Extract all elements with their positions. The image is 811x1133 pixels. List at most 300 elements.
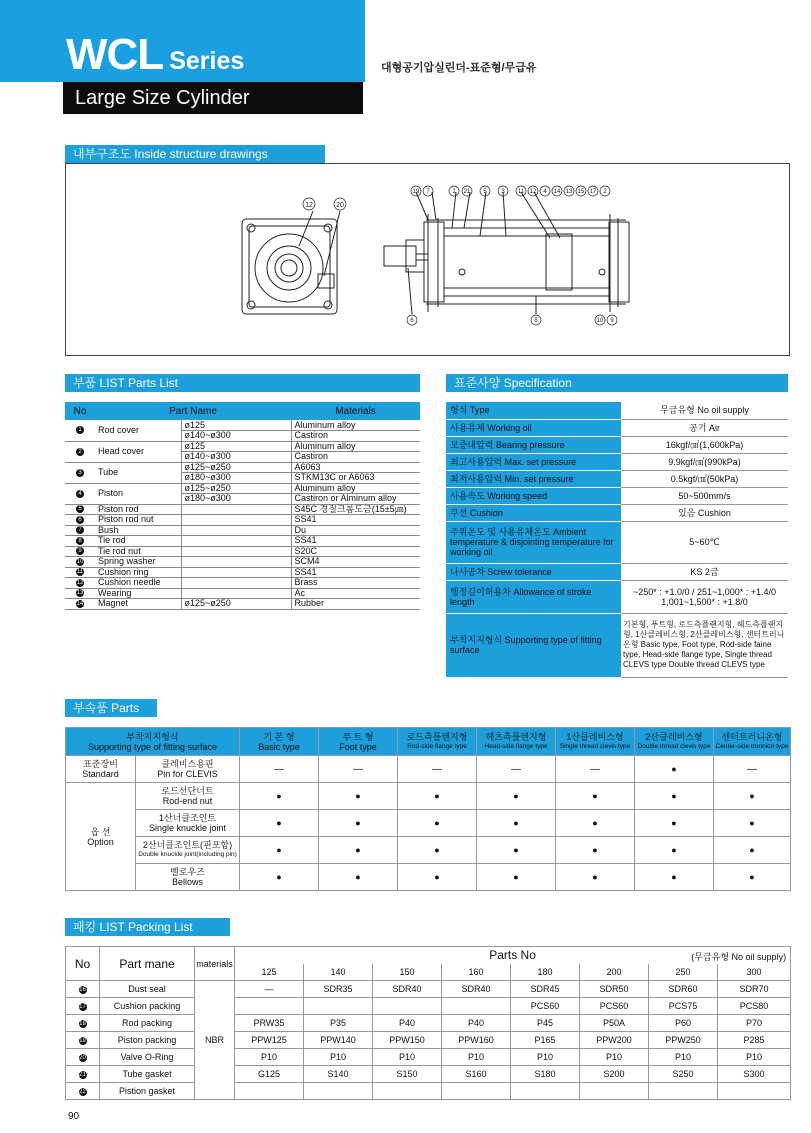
spec-row — [446, 487, 788, 504]
included-dot: ● — [592, 872, 598, 882]
included-dot: ● — [276, 818, 282, 828]
packing-value: P10 — [373, 1049, 442, 1066]
included-dot: ● — [434, 845, 440, 855]
included-dot: ● — [355, 791, 361, 801]
packing-value — [304, 998, 373, 1015]
packing-size-header: 160 — [442, 964, 511, 981]
option-label-en: Option — [87, 836, 114, 847]
parts-list-material: SS41 — [291, 515, 420, 526]
parts-col-header — [635, 728, 714, 756]
standard-label — [66, 756, 136, 783]
parts-mark-cell — [240, 837, 319, 864]
svg-text:12: 12 — [529, 189, 537, 195]
parts-item-en: Bellows — [172, 877, 204, 887]
packing-value: P10 — [304, 1049, 373, 1066]
svg-text:17: 17 — [589, 189, 597, 195]
parts-list-name: Tube — [95, 462, 181, 483]
svg-text:13: 13 — [565, 189, 573, 195]
packing-header-partsno — [235, 947, 791, 964]
parts-mark-cell — [319, 864, 398, 891]
packing-table-wrap — [65, 946, 790, 1100]
packing-part-name: Tube gasket — [100, 1066, 195, 1083]
parts-list-row — [65, 525, 420, 536]
parts-list-row — [65, 420, 420, 431]
parts-item-ko: 클레비스용핀 — [161, 759, 214, 769]
packing-value: SDR70 — [718, 981, 791, 998]
packing-row — [66, 1083, 791, 1100]
section-packing-list: 패킹 LIST Packing List — [65, 918, 230, 936]
included-dot: ● — [749, 791, 755, 801]
section-inside-structure: 내부구조도 Inside structure drawings — [65, 145, 325, 163]
packing-value: SDR40 — [442, 981, 511, 998]
parts-list-size: ø125 — [181, 420, 291, 431]
packing-value: S250 — [649, 1066, 718, 1083]
spec-row — [446, 419, 788, 436]
svg-text:21: 21 — [463, 189, 471, 195]
included-dot: ● — [749, 845, 755, 855]
included-dot: ● — [592, 791, 598, 801]
packing-no — [66, 981, 100, 998]
packing-part-name: Pistion gasket — [100, 1083, 195, 1100]
item-number-bullet: 17 — [79, 1003, 86, 1010]
packing-value: P60 — [649, 1015, 718, 1032]
parts-row — [66, 756, 791, 783]
svg-text:5: 5 — [483, 189, 487, 195]
parts-list-row — [65, 567, 420, 578]
svg-text:6: 6 — [410, 318, 414, 324]
item-number-bullet: 9 — [76, 547, 84, 555]
parts-list-size — [181, 567, 291, 578]
parts-list-size — [181, 546, 291, 557]
packing-value: PCS80 — [718, 998, 791, 1015]
included-dot: ● — [434, 818, 440, 828]
parts-col-header — [714, 728, 791, 756]
parts-list-name: Head cover — [95, 441, 181, 462]
spec-key: 행정길이허용차 Allowance of stroke length — [446, 580, 621, 613]
item-number-bullet: 1 — [76, 426, 84, 434]
packing-header-part: Part mane — [100, 947, 195, 981]
packing-value: S200 — [580, 1066, 649, 1083]
parts-col-ko: 헤츠측플렌지형 — [485, 731, 547, 742]
option-label-ko: 옵 션 — [90, 826, 111, 837]
parts-list-name: Piston — [95, 483, 181, 504]
parts-list-no — [65, 483, 95, 504]
parts-col-ko: 1산클레비스형 — [566, 731, 624, 742]
parts-list-table — [65, 402, 420, 610]
included-dot: ● — [355, 818, 361, 828]
item-number-bullet: 7 — [76, 526, 84, 534]
packing-value: PCS60 — [511, 998, 580, 1015]
included-dot: ● — [749, 818, 755, 828]
parts-mark-cell — [556, 810, 635, 837]
packing-size-header: 200 — [580, 964, 649, 981]
packing-part-name: Dust seal — [100, 981, 195, 998]
packing-no — [66, 1066, 100, 1083]
included-dot: ● — [592, 845, 598, 855]
parts-row — [66, 810, 791, 837]
parts-mark-cell — [714, 837, 791, 864]
parts-item-en: Double knuckle joint(including pin) — [138, 851, 237, 858]
spec-row — [446, 470, 788, 487]
packing-value: PCS75 — [649, 998, 718, 1015]
parts-list-material: Aluminum alloy — [291, 483, 420, 494]
item-number-bullet: 4 — [76, 490, 84, 498]
parts-col-header — [556, 728, 635, 756]
parts-mark-cell — [556, 756, 635, 783]
packing-size-header: 250 — [649, 964, 718, 981]
not-included-dash: — — [590, 763, 601, 775]
spec-row — [446, 580, 788, 613]
packing-value — [235, 1083, 304, 1100]
svg-text:20: 20 — [336, 202, 344, 209]
parts-item-ko: 벨로우즈 — [170, 867, 205, 877]
spec-table — [446, 402, 788, 678]
parts-list-name: Wearing — [95, 588, 181, 599]
packing-value: P40 — [373, 1015, 442, 1032]
parts-mark-cell — [477, 864, 556, 891]
parts-col-header — [319, 728, 398, 756]
spec-row — [446, 402, 788, 419]
parts-list-size: ø140~ø300 — [181, 431, 291, 442]
item-number-bullet: 14 — [76, 600, 84, 607]
parts-mark-cell — [398, 837, 477, 864]
packing-value: PPW150 — [373, 1032, 442, 1049]
packing-material: NBR — [195, 981, 235, 1100]
parts-list-row — [65, 462, 420, 473]
parts-list-name: Cushion needle — [95, 578, 181, 589]
cylinder-drawing — [66, 164, 789, 355]
parts-list-row — [65, 483, 420, 494]
packing-value: P10 — [649, 1049, 718, 1066]
parts-col-header-main — [66, 728, 240, 756]
packing-value: PPW160 — [442, 1032, 511, 1049]
parts-col-en: Double thread clevis type — [637, 742, 711, 750]
spec-table-wrap — [446, 402, 788, 678]
item-number-bullet: 20 — [79, 1054, 86, 1061]
parts-list-size — [181, 515, 291, 526]
packing-header-materials: materials — [195, 947, 235, 981]
spec-key: 최저사용압력 Min. set pressure — [446, 470, 621, 487]
parts-mark-cell — [714, 864, 791, 891]
parts-item-ko: 2산너클조인트(핀포함) — [142, 840, 233, 850]
packing-row — [66, 998, 791, 1015]
parts-list-material: A6063 — [291, 462, 420, 473]
parts-list-material: Castiron — [291, 452, 420, 463]
parts-list-size: ø140~ø300 — [181, 452, 291, 463]
not-included-dash: — — [274, 763, 285, 775]
packing-value: SDR35 — [304, 981, 373, 998]
page-number: 90 — [68, 1111, 80, 1122]
packing-size-header: 150 — [373, 964, 442, 981]
spec-key: 사용속도 Working speed — [446, 487, 621, 504]
item-number-bullet: 12 — [76, 579, 84, 586]
parts-no-label: Parts No — [489, 948, 536, 963]
parts-mark-cell — [635, 810, 714, 837]
packing-value — [442, 998, 511, 1015]
parts-table — [65, 727, 791, 891]
no-oil-supply-label: (무급유형 No oil supply) — [691, 951, 787, 962]
packing-value: SDR60 — [649, 981, 718, 998]
packing-value: PPW140 — [304, 1032, 373, 1049]
parts-mark-cell — [240, 810, 319, 837]
parts-mark-cell — [319, 810, 398, 837]
item-number-bullet: 18 — [79, 1020, 86, 1027]
item-number-bullet: 10 — [76, 558, 84, 565]
included-dot: ● — [592, 818, 598, 828]
parts-body — [66, 756, 791, 891]
not-included-dash: — — [353, 763, 364, 775]
packing-value: — — [235, 981, 304, 998]
parts-col-en: Foot type — [339, 741, 377, 752]
packing-value: PPW200 — [580, 1032, 649, 1049]
parts-list-name: Magnet — [95, 599, 181, 610]
included-dot: ● — [513, 791, 519, 801]
parts-list-no — [65, 515, 95, 526]
spec-key: 나사공차 Screw tolerance — [446, 563, 621, 580]
parts-col-ko: 푸 트 형 — [342, 731, 374, 742]
included-dot: ● — [671, 818, 677, 828]
included-dot: ● — [671, 845, 677, 855]
spec-key: 형식 Type — [446, 402, 621, 419]
series-title: WCL Series — [66, 30, 245, 79]
subtitle: Large Size Cylinder — [75, 87, 250, 109]
parts-mark-cell — [714, 783, 791, 810]
parts-mark-cell — [714, 810, 791, 837]
parts-mark-cell — [319, 837, 398, 864]
svg-text:8: 8 — [534, 318, 538, 324]
packing-value: P165 — [511, 1032, 580, 1049]
item-number-bullet: 13 — [76, 590, 84, 597]
parts-mark-cell — [556, 837, 635, 864]
parts-list-no — [65, 578, 95, 589]
packing-header-row-1 — [66, 947, 791, 964]
parts-mark-cell — [319, 756, 398, 783]
parts-list-name: Tie rod nut — [95, 546, 181, 557]
parts-list-material: Castiron or Alminum alloy — [291, 494, 420, 505]
parts-row — [66, 783, 791, 810]
parts-list-no — [65, 588, 95, 599]
included-dot: ● — [749, 872, 755, 882]
packing-value: S160 — [442, 1066, 511, 1083]
spec-value: 50~500mm/s — [621, 487, 788, 504]
item-number-bullet: 11 — [76, 569, 84, 576]
not-included-dash: — — [432, 763, 443, 775]
parts-mark-cell — [477, 810, 556, 837]
parts-col-header — [240, 728, 319, 756]
parts-list-no — [65, 420, 95, 441]
included-dot: ● — [434, 791, 440, 801]
svg-text:7: 7 — [426, 189, 430, 195]
standard-label-ko: 표준장비 — [83, 759, 118, 769]
item-number-bullet: 19 — [79, 1037, 86, 1044]
parts-list-material: S20C — [291, 546, 420, 557]
packing-row — [66, 1032, 791, 1049]
parts-col-en: Single thread clevis type — [559, 742, 631, 750]
parts-header-row — [66, 728, 791, 756]
item-number-bullet: 16 — [79, 986, 86, 993]
packing-value — [649, 1083, 718, 1100]
parts-list-material: Brass — [291, 578, 420, 589]
parts-item — [136, 864, 240, 891]
parts-mark-cell — [240, 783, 319, 810]
parts-list-no — [65, 599, 95, 610]
packing-value: P40 — [442, 1015, 511, 1032]
parts-item-ko: 1산너클조인트 — [158, 813, 217, 823]
packing-no — [66, 1015, 100, 1032]
parts-list-row — [65, 515, 420, 526]
parts-list-size: ø125~ø250 — [181, 599, 291, 610]
included-dot: ● — [671, 764, 677, 774]
svg-text:1: 1 — [452, 189, 456, 195]
included-dot: ● — [671, 872, 677, 882]
end-view-drawing — [242, 211, 340, 314]
parts-list-no — [65, 546, 95, 557]
parts-col-ko: 로드측플렌지형 — [406, 731, 468, 742]
packing-value: PPW125 — [235, 1032, 304, 1049]
parts-col-en: Center-side trunnion type — [715, 742, 789, 750]
spec-value: 9.9kgf/㎠(990kPa) — [621, 453, 788, 470]
pl-header-name: Part Name — [95, 402, 291, 420]
packing-value: S140 — [304, 1066, 373, 1083]
packing-part-name: Rod packing — [100, 1015, 195, 1032]
parts-list-size — [181, 557, 291, 568]
parts-col-header-ko: 부착지지형식 — [126, 731, 179, 742]
parts-item — [136, 810, 240, 837]
packing-value: G125 — [235, 1066, 304, 1083]
parts-list-row — [65, 504, 420, 515]
spec-value: 무급유형 No oil supply — [621, 402, 788, 419]
spec-value: 있음 Cushion — [621, 504, 788, 521]
packing-value: PRW35 — [235, 1015, 304, 1032]
section-parts-list: 부품 LIST Parts List — [65, 374, 420, 392]
item-number-bullet: 22 — [79, 1088, 86, 1095]
parts-list-material: SCM4 — [291, 557, 420, 568]
packing-value: P10 — [235, 1049, 304, 1066]
parts-list-row — [65, 557, 420, 568]
packing-no — [66, 1083, 100, 1100]
packing-part-name: Cushion packing — [100, 998, 195, 1015]
parts-mark-cell — [240, 864, 319, 891]
included-dot: ● — [513, 818, 519, 828]
parts-mark-cell — [635, 783, 714, 810]
svg-text:4: 4 — [543, 189, 547, 195]
packing-value — [442, 1083, 511, 1100]
included-dot: ● — [276, 791, 282, 801]
item-number-bullet: 8 — [76, 537, 84, 545]
packing-header-no: No — [66, 947, 100, 981]
svg-text:10: 10 — [596, 318, 604, 324]
packing-row — [66, 1049, 791, 1066]
spec-value: ~250* : +1.0/0 / 251~1,000* : +1.4/0 1,001~1,500* : +1.8/0 — [621, 580, 788, 613]
packing-size-header: 125 — [235, 964, 304, 981]
parts-list-no — [65, 462, 95, 483]
parts-list-material: S45C 경질크롬도금(15±5㎛) — [291, 504, 420, 515]
packing-row — [66, 981, 791, 998]
parts-item-en: Rod-end nut — [162, 796, 213, 806]
parts-mark-cell — [556, 864, 635, 891]
packing-value — [235, 998, 304, 1015]
parts-col-en: Basic type — [258, 741, 300, 752]
parts-list-material: Ac — [291, 588, 420, 599]
spec-key: 보증내압력 Bearing pressure — [446, 436, 621, 453]
parts-list-size — [181, 588, 291, 599]
packing-value: P45 — [511, 1015, 580, 1032]
side-view-drawing — [384, 192, 629, 314]
parts-col-en: Rod-side flange type — [407, 742, 467, 750]
svg-text:9: 9 — [610, 318, 614, 324]
spec-key: 사용유체 Working oil — [446, 419, 621, 436]
spec-value: 공기 Air — [621, 419, 788, 436]
packing-no — [66, 1032, 100, 1049]
svg-text:12: 12 — [305, 202, 313, 209]
packing-value: SDR45 — [511, 981, 580, 998]
parts-mark-cell — [240, 756, 319, 783]
parts-list-size: ø125~ø250 — [181, 462, 291, 473]
parts-list-size — [181, 504, 291, 515]
spec-row — [446, 563, 788, 580]
spec-value: 16kgf/㎠(1,600kPa) — [621, 436, 788, 453]
parts-list-name: Bush — [95, 525, 181, 536]
parts-list-material: SS41 — [291, 536, 420, 547]
packing-value: P50A — [580, 1015, 649, 1032]
included-dot: ● — [276, 872, 282, 882]
parts-list-material: STKM13C or A6063 — [291, 473, 420, 484]
parts-list-size: ø180~ø300 — [181, 473, 291, 484]
parts-mark-cell — [635, 756, 714, 783]
parts-list-no — [65, 536, 95, 547]
spec-key: 주위온도 및 사용유체온도 Ambient temperature & disjointing temperature for working oil — [446, 521, 621, 563]
parts-mark-cell — [398, 810, 477, 837]
parts-mark-cell — [714, 756, 791, 783]
packing-no — [66, 1049, 100, 1066]
callout-labels — [303, 198, 346, 210]
svg-text:14: 14 — [553, 189, 561, 195]
included-dot: ● — [513, 845, 519, 855]
packing-size-header: 140 — [304, 964, 373, 981]
parts-list-size — [181, 525, 291, 536]
parts-row — [66, 864, 791, 891]
item-number-bullet: 2 — [76, 448, 84, 456]
packing-size-header: 300 — [718, 964, 791, 981]
parts-list-name: Spring washer — [95, 557, 181, 568]
parts-item — [136, 783, 240, 810]
svg-text:2: 2 — [603, 189, 607, 195]
parts-mark-cell — [477, 756, 556, 783]
parts-list-table-wrap — [65, 402, 420, 610]
parts-list-no — [65, 567, 95, 578]
spec-value: KS 2급 — [621, 563, 788, 580]
parts-list-size: ø180~ø300 — [181, 494, 291, 505]
packing-value: SDR50 — [580, 981, 649, 998]
parts-list-row — [65, 546, 420, 557]
parts-list-name: Rod cover — [95, 420, 181, 441]
packing-body — [66, 981, 791, 1100]
parts-col-ko: 센터트러니온형 — [721, 731, 783, 742]
packing-value: PCS60 — [580, 998, 649, 1015]
parts-item-en: Pin for CLEVIS — [157, 769, 218, 779]
not-included-dash: — — [511, 763, 522, 775]
parts-list-material: Rubber — [291, 599, 420, 610]
parts-row — [66, 837, 791, 864]
section-parts: 부속품 Parts — [65, 699, 157, 717]
packing-value: S180 — [511, 1066, 580, 1083]
parts-mark-cell — [398, 756, 477, 783]
parts-list-no — [65, 525, 95, 536]
not-included-dash: — — [747, 763, 758, 775]
spec-value: 기본형, 푸트형, 로드측플랜지형, 헤드측플랜지형, 1산클레비스형, 2산클레비스형, 센터트러니온형 Basic type, Foot type, Rod-side faine type, Head-side flange type, Single thread CLEVS type Double thread CLEVS type — [621, 613, 788, 677]
packing-value: P10 — [442, 1049, 511, 1066]
parts-mark-cell — [635, 864, 714, 891]
